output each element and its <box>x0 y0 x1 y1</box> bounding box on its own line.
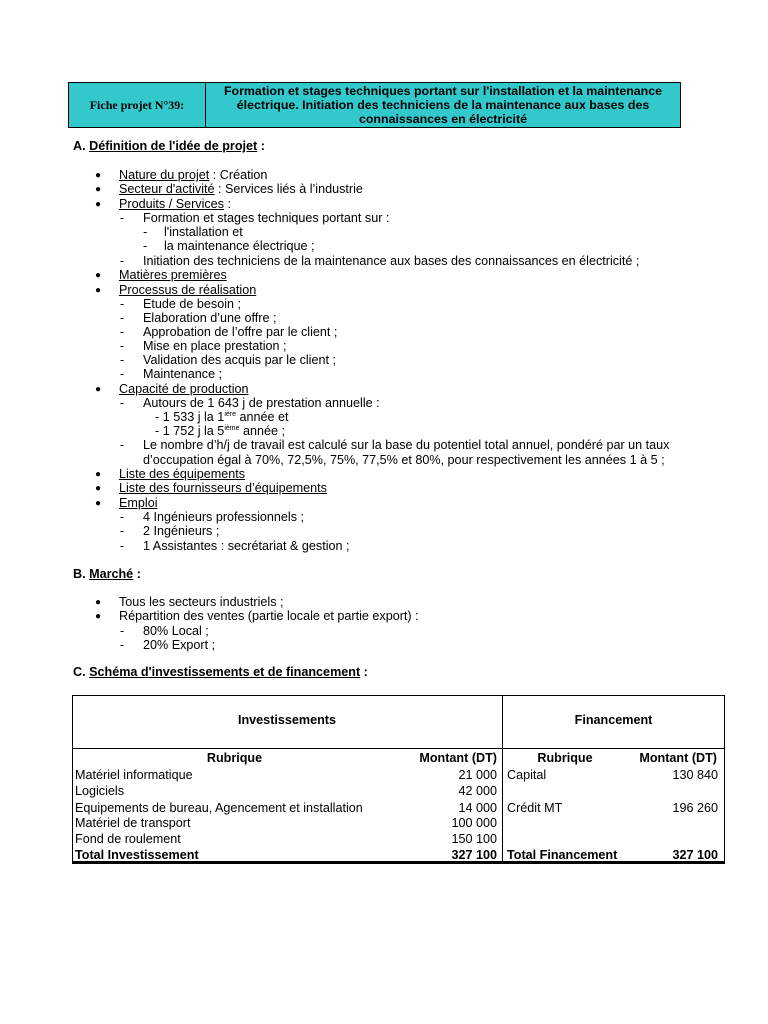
inv-col-rubrique: Rubrique <box>206 751 263 765</box>
inv-total-label: Total Investissement <box>75 848 199 862</box>
processus-line: Processus de réalisation <box>119 283 257 297</box>
dash-marker: - <box>143 225 148 239</box>
inv-row-value: 14 000 <box>458 801 497 815</box>
dash-marker: - <box>120 438 125 452</box>
inv-row-label: Matériel informatique <box>75 768 193 782</box>
section-a-heading: A. Définition de l'idée de projet : <box>73 139 265 153</box>
marche-item: Tous les secteurs industriels ; <box>119 595 284 609</box>
fin-total-value: 327 100 <box>672 848 718 862</box>
dash-marker: - <box>120 353 125 367</box>
equipements-line: Liste des équipements <box>119 467 246 481</box>
dash-marker: - <box>120 367 125 381</box>
section-c-heading: C. Schéma d'investissements et de financement : <box>73 665 368 679</box>
inv-row-label: Logiciels <box>75 784 125 798</box>
investment-financing-table <box>72 695 723 864</box>
dash-marker: - <box>120 524 125 538</box>
inv-total-value: 327 100 <box>451 848 497 862</box>
project-header-box <box>68 82 681 128</box>
produits-subitem: l'installation et <box>164 225 243 239</box>
processus-item: Mise en place prestation ; <box>143 339 287 353</box>
inv-row-value: 21 000 <box>458 768 497 782</box>
fin-col-montant: Montant (DT) <box>639 751 717 765</box>
capacite-item-cont: d’occupation égal à 70%, 72,5%, 75%, 77,5% et 80%, pour respectivement les années 1 à 5 ; <box>143 453 665 467</box>
bullet-icon: ● <box>95 170 102 181</box>
dash-marker: - <box>120 325 125 339</box>
bullet-icon: ● <box>95 285 102 296</box>
inv-row-label: Fond de roulement <box>75 832 181 846</box>
marche-item: Répartition des ventes (partie locale et partie export) : <box>119 609 419 623</box>
capacite-line: Capacité de production <box>119 382 249 396</box>
dash-marker: - <box>120 638 125 652</box>
bullet-icon: ● <box>95 384 102 395</box>
inv-row-value: 42 000 <box>458 784 497 798</box>
capacite-item: Le nombre d’h/j de travail est calculé sur la base du potentiel total annuel, pondéré par un taux <box>143 438 670 452</box>
processus-item: Maintenance ; <box>143 367 223 381</box>
nature-line: Nature du projet : Création <box>119 168 268 182</box>
produits-line: Produits / Services : <box>119 197 231 211</box>
dash-marker: - <box>120 396 125 410</box>
section-b-heading: B. Marché : <box>73 567 141 581</box>
fin-total-label: Total Financement <box>507 848 618 862</box>
emploi-item: 1 Assistantes : secrétariat & gestion ; <box>143 539 350 553</box>
project-title: Formation et stages techniques portant sur l'installation et la maintenance électrique. Initiation des techniciens de la maintenance aux bases des connaissances en électricité <box>223 84 663 126</box>
secteur-line: Secteur d'activité : Services liés à l’industrie <box>119 182 363 196</box>
emploi-item: 4 Ingénieurs professionnels ; <box>143 510 305 524</box>
fin-row-value: 196 260 <box>672 801 718 815</box>
dash-marker: - <box>120 339 125 353</box>
bullet-icon: ● <box>95 597 102 608</box>
bullet-icon: ● <box>95 184 102 195</box>
inv-row-label: Equipements de bureau, Agencement et installation <box>75 801 363 815</box>
bullet-icon: ● <box>95 199 102 210</box>
capacite-item: Autours de 1 643 j de prestation annuelle : <box>143 396 380 410</box>
produits-item: Formation et stages techniques portant sur : <box>143 211 390 225</box>
dash-marker: - <box>120 297 125 311</box>
inv-col-montant: Montant (DT) <box>419 751 497 765</box>
financement-title: Financement <box>574 713 653 727</box>
emploi-item: 2 Ingénieurs ; <box>143 524 220 538</box>
processus-item: Validation des acquis par le client ; <box>143 353 336 367</box>
emploi-line: Emploi <box>119 496 158 510</box>
processus-item: Elaboration d’une offre ; <box>143 311 277 325</box>
dash-marker: - <box>143 239 148 253</box>
bullet-icon: ● <box>95 611 102 622</box>
dash-marker: - <box>120 510 125 524</box>
capacite-subitem: - 1 752 j la 5ième année ; <box>155 424 286 438</box>
marche-subitem: 80% Local ; <box>143 624 209 638</box>
produits-item: Initiation des techniciens de la maintenance aux bases des connaissances en électricité ; <box>143 254 640 268</box>
marche-subitem: 20% Export ; <box>143 638 216 652</box>
fournisseurs-line: Liste des fournisseurs d’équipements <box>119 481 327 495</box>
capacite-subitem: - 1 533 j la $1^{ière}$ année et <box>155 410 289 424</box>
inv-row-label: Matériel de transport <box>75 816 191 830</box>
processus-item: Approbation de l’offre par le client ; <box>143 325 338 339</box>
investissements-title: Investissements <box>237 713 336 727</box>
fin-row-label: Crédit MT <box>507 801 563 815</box>
bullet-icon: ● <box>95 270 102 281</box>
dash-marker: - <box>120 254 125 268</box>
dash-marker: - <box>120 211 125 225</box>
matieres-line: Matières premières <box>119 268 227 282</box>
bullet-icon: ● <box>95 483 102 494</box>
project-number: Fiche projet N°39: <box>69 83 206 127</box>
dash-marker: - <box>120 311 125 325</box>
fin-row-label: Capital <box>507 768 547 782</box>
fin-row-value: 130 840 <box>672 768 718 782</box>
bullet-icon: ● <box>95 469 102 480</box>
dash-marker: - <box>120 624 125 638</box>
inv-row-value: 150 100 <box>451 832 497 846</box>
bullet-icon: ● <box>95 498 102 509</box>
produits-subitem: la maintenance électrique ; <box>164 239 315 253</box>
processus-item: Etude de besoin ; <box>143 297 242 311</box>
dash-marker: - <box>120 539 125 553</box>
fin-col-rubrique: Rubrique <box>537 751 593 765</box>
inv-row-value: 100 000 <box>451 816 497 830</box>
